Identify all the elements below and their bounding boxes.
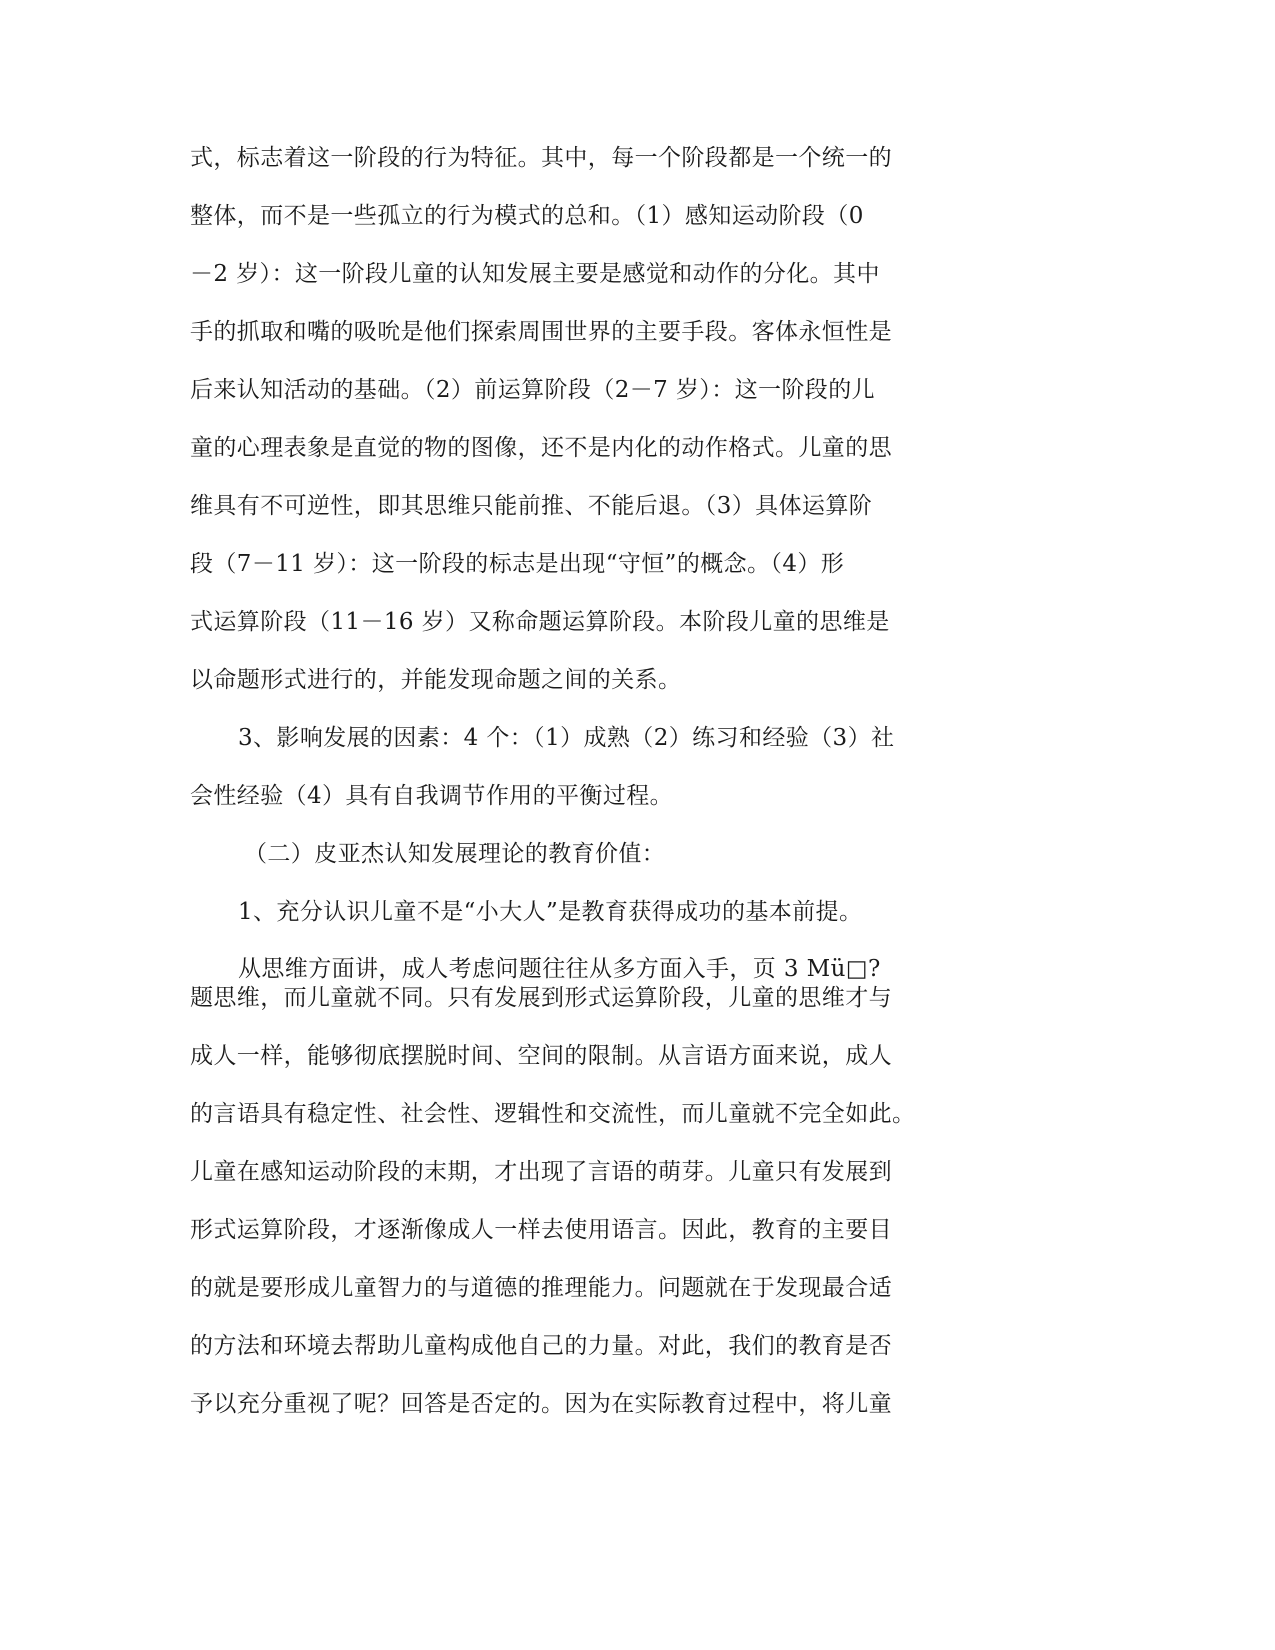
text-line-7: 维具有不可逆性，即其思维只能前推、不能后退。（3）具体运算阶 xyxy=(190,493,873,519)
text-line-19: 儿童在感知运动阶段的末期，才出现了言语的萌芽。儿童只有发展到 xyxy=(190,1159,892,1185)
section-heading: （二）皮亚杰认知发展理论的教育价值： xyxy=(244,841,666,867)
text-line-10: 以命题形式进行的，并能发现命题之间的关系。 xyxy=(190,667,682,693)
text-line-22: 的方法和环境去帮助儿童构成他自己的力量。对此，我们的教育是否 xyxy=(190,1333,892,1359)
paragraph-factors-line-2: 会性经验（4）具有自我调节作用的平衡过程。 xyxy=(190,783,674,809)
text-line-20: 形式运算阶段，才逐渐像成人一样去使用语言。因此，教育的主要目 xyxy=(190,1217,892,1243)
text-line-9: 式运算阶段（11－16 岁）又称命题运算阶段。本阶段儿童的思维是 xyxy=(190,609,890,635)
text-line-17: 成人一样，能够彻底摆脱时间、空间的限制。从言语方面来说，成人 xyxy=(190,1043,892,1069)
text-line-3: －2 岁）：这一阶段儿童的认知发展主要是感觉和动作的分化。其中 xyxy=(190,261,880,287)
text-line-21: 的就是要形成儿童智力的与道德的推理能力。问题就在于发现最合适 xyxy=(190,1275,892,1301)
text-line-2: 整体，而不是一些孤立的行为模式的总和。（1）感知运动阶段（0 xyxy=(190,203,864,229)
text-line-5: 后来认知活动的基础。（2）前运算阶段（2－7 岁）：这一阶段的儿 xyxy=(190,377,876,403)
text-line-18: 的言语具有稳定性、社会性、逻辑性和交流性，而儿童就不完全如此。 xyxy=(190,1101,916,1127)
text-line-15: 从思维方面讲，成人考虑问题往往从多方面入手，页 3 Mü□? xyxy=(238,956,881,982)
text-line-16: 题思维，而儿童就不同。只有发展到形式运算阶段，儿童的思维才与 xyxy=(190,985,892,1011)
text-line-8: 段（7－11 岁）：这一阶段的标志是出现“守恒”的概念。（4）形 xyxy=(190,551,845,577)
text-line-6: 童的心理表象是直觉的物的图像，还不是内化的动作格式。儿童的思 xyxy=(190,435,892,461)
text-line-4: 手的抓取和嘴的吸吮是他们探索周围世界的主要手段。客体永恒性是 xyxy=(190,319,892,345)
point-heading-1: 1、充分认识儿童不是“小大人”是教育获得成功的基本前提。 xyxy=(238,899,863,925)
paragraph-factors-line-1: 3、影响发展的因素：4 个：（1）成熟（2）练习和经验（3）社 xyxy=(238,725,895,751)
text-line-1: 式，标志着这一阶段的行为特征。其中，每一个阶段都是一个统一的 xyxy=(190,145,892,171)
text-line-23: 予以充分重视了呢？回答是否定的。因为在实际教育过程中，将儿童 xyxy=(190,1391,892,1417)
